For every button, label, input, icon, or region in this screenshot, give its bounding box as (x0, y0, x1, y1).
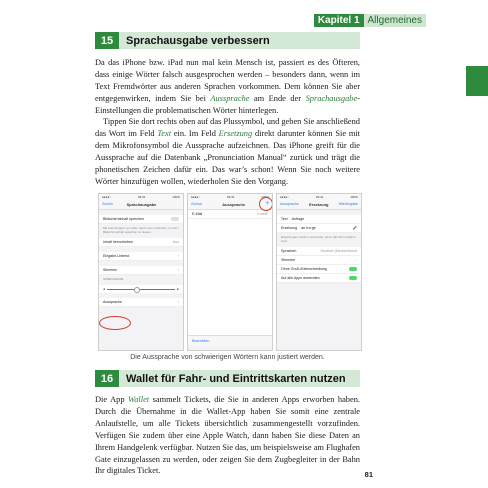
section-title: Wallet für Fahr- und Eintrittskarten nutzen (126, 372, 346, 385)
row-bildschirminhalt[interactable] (99, 215, 183, 224)
phone-screenshot-ersetzung (276, 193, 362, 351)
signal-indicator: ●●●●○ (191, 194, 201, 199)
nav-bar (277, 199, 361, 210)
slider-knob[interactable] (134, 287, 140, 293)
nav-title: Sprachausgabe (126, 201, 157, 207)
toggle-switch[interactable] (349, 276, 357, 281)
text-run: direkt darunter können Sie mit dem Mikrofonsymbol die Aussprache aufzeichnen. Das iPhone greift für die Aussprache auf die Datenbank „Pronunciation Manual“ zurück und trägt die phonetischen Zeichen dafür ein. Das war’s schon! Wenn Sie noch weitere Wörter hinzufügen wollen, wiederholen Sie den Vorgang. (95, 128, 361, 186)
row-label: Stimmen (103, 268, 118, 272)
highlight-ring (99, 316, 131, 330)
playback-button[interactable]: Wiedergabe (338, 202, 358, 206)
row-aussprache[interactable] (99, 298, 183, 307)
chevron-right-icon: › (177, 254, 179, 258)
text-run: -Einstellungen die problematischen Wörter hinterlegen. (95, 93, 360, 115)
section-15-heading (95, 32, 360, 49)
phone-screenshot-sprachausgabe (98, 193, 184, 351)
text-run: ein. Im Feld (171, 128, 219, 138)
row-label: Eingabe-Unterst. (103, 254, 130, 258)
edit-button[interactable]: Bearbeiten (192, 339, 210, 343)
row-value: Aus (172, 240, 179, 244)
signal-indicator: ●●●●○ (280, 194, 290, 199)
back-button[interactable]: Zurück (191, 202, 202, 206)
emphasised-term: Text (157, 128, 172, 138)
status-time: 09:41 (315, 194, 324, 199)
speech-rate-label: SPRECHRATE (103, 277, 124, 281)
nav-bar (99, 199, 183, 210)
row-label: Sprachen (281, 249, 297, 253)
row-inhalt-hervorheben[interactable] (99, 238, 183, 247)
status-time: 09:41 (226, 194, 235, 199)
section-number: 16 (95, 370, 119, 387)
row-value: Deutsch (Deutschland) (320, 249, 357, 253)
signal-indicator: ●●●●○ (102, 194, 112, 199)
row-label: Bildschirminhalt sprechen (103, 217, 144, 221)
microphone-icon[interactable]: 🎤 (352, 226, 357, 230)
back-button[interactable]: Zurück (102, 202, 113, 206)
ersetzung-input[interactable]: an·fra·ge (301, 226, 316, 230)
nav-title: Ersetzung (309, 201, 329, 207)
back-button[interactable]: Aussprache (280, 202, 299, 206)
chapter-number: Kapitel 1 (314, 14, 364, 27)
toggle-switch[interactable] (171, 217, 179, 222)
row-sprachen[interactable] (277, 247, 361, 256)
page-number: 81 (364, 470, 373, 479)
entry-phonetic: /iːmeɪl/ (257, 212, 268, 216)
phone-screenshot-aussprache (187, 193, 273, 351)
row-stimmen[interactable] (277, 256, 361, 265)
chapter-tag (314, 12, 426, 28)
battery-indicator: 100% (172, 194, 180, 199)
empty-list-area (188, 219, 272, 335)
screenshot-strip (95, 193, 360, 353)
entry-word: E-Mail (192, 212, 203, 216)
text-field-row[interactable] (277, 215, 361, 224)
row-label: Auf alle Apps anwenden (281, 276, 320, 280)
chevron-right-icon: › (355, 258, 357, 262)
emphasised-term: Wallet (128, 395, 150, 404)
chevron-right-icon: › (177, 268, 179, 272)
status-time: 09:41 (137, 194, 146, 199)
turtle-icon: ◂ (103, 287, 105, 291)
text-run: Da das iPhone bzw. iPad nun mal kein Mensch ist, passiert es des Öfteren, dass einige Wörter falsch ausgesprochen werden – besonders dann, wenn im Text Fremdwörter aus anderen Sprachen vorkommen. Dem können Sie aber entgegenwirken, indem Sie bei (95, 58, 360, 103)
chapter-thumb-tab (466, 66, 488, 96)
plus-icon[interactable]: + (265, 201, 269, 207)
hint-text: Mit zwei Fingern von oben nach unten streichen, um den Bildschirminhalt sprechen zu lassen. (103, 226, 179, 234)
toggle-switch[interactable] (349, 267, 357, 272)
text-run: Die App (95, 395, 129, 404)
section-number: 15 (95, 32, 119, 49)
field-label: Ersetzung (281, 226, 298, 230)
hint-text: Ersetzungen werden verwendet, wenn das Wort erkannt wird. (281, 235, 356, 243)
emphasised-term: Ersetzung (218, 128, 253, 138)
ersetzung-field-row[interactable] (277, 224, 361, 233)
hare-icon: ▸ (177, 287, 179, 291)
row-label: Inhalt hervorheben (103, 240, 133, 244)
pronunciation-entry[interactable] (188, 210, 272, 219)
text-run: Tippen Sie dort rechts oben auf das Plussymbol, und geben Sie anschließend das Wort im Feld (95, 117, 360, 138)
battery-indicator: 100% (350, 194, 358, 199)
field-label: Text (281, 217, 288, 221)
row-stimmen[interactable] (99, 266, 183, 275)
section-title: Sprachausgabe verbessern (126, 34, 270, 47)
emphasised-term: Aussprache (210, 93, 250, 103)
row-eingabe[interactable] (99, 252, 183, 261)
chevron-right-icon: › (177, 300, 179, 304)
row-label: Stimmen (281, 258, 296, 262)
row-label: Ohne Groß-/Kleinschreibung (281, 267, 327, 271)
battery-indicator: 100% (261, 194, 269, 199)
row-all-apps[interactable] (277, 274, 361, 283)
row-label: Aussprache (103, 300, 122, 304)
text-input[interactable]: Anfrage (291, 217, 305, 221)
speech-rate-slider[interactable] (99, 285, 183, 293)
emphasised-term: Sprachausgabe (305, 93, 358, 103)
chapter-title: Allgemeines (364, 14, 426, 27)
section-16-heading (95, 370, 360, 387)
section-15-paragraph-1 (95, 57, 360, 117)
section-15-paragraph-2 (95, 116, 360, 187)
figure-caption: Die Aussprache von schwierigen Wörtern kann justiert werden. (130, 354, 325, 361)
text-run: sammelt Tickets, die Sie in anderen Apps erworben haben. Durch die Übernahme in die Wallet-App haben Sie somit eine zentrale Anlaufstelle, um alle Tickets übersichtlich zusammengestellt vorzufinden. Verfügen Sie zudem über eine Apple Watch, dann haben Sie diese Daten an Ihrem Handgelenk verfügbar. Nutzen Sie das, um beispielsweise am Flughafen Gate einzugelassen zu werden, oder zeigen Sie dem Zugbegleiter in der Bahn Ihr digitales Ticket. (95, 395, 360, 476)
text-run: am Ende der (249, 93, 306, 103)
row-case-insensitive[interactable] (277, 265, 361, 274)
section-16-paragraph (95, 394, 360, 477)
nav-title: Aussprache (222, 201, 246, 207)
